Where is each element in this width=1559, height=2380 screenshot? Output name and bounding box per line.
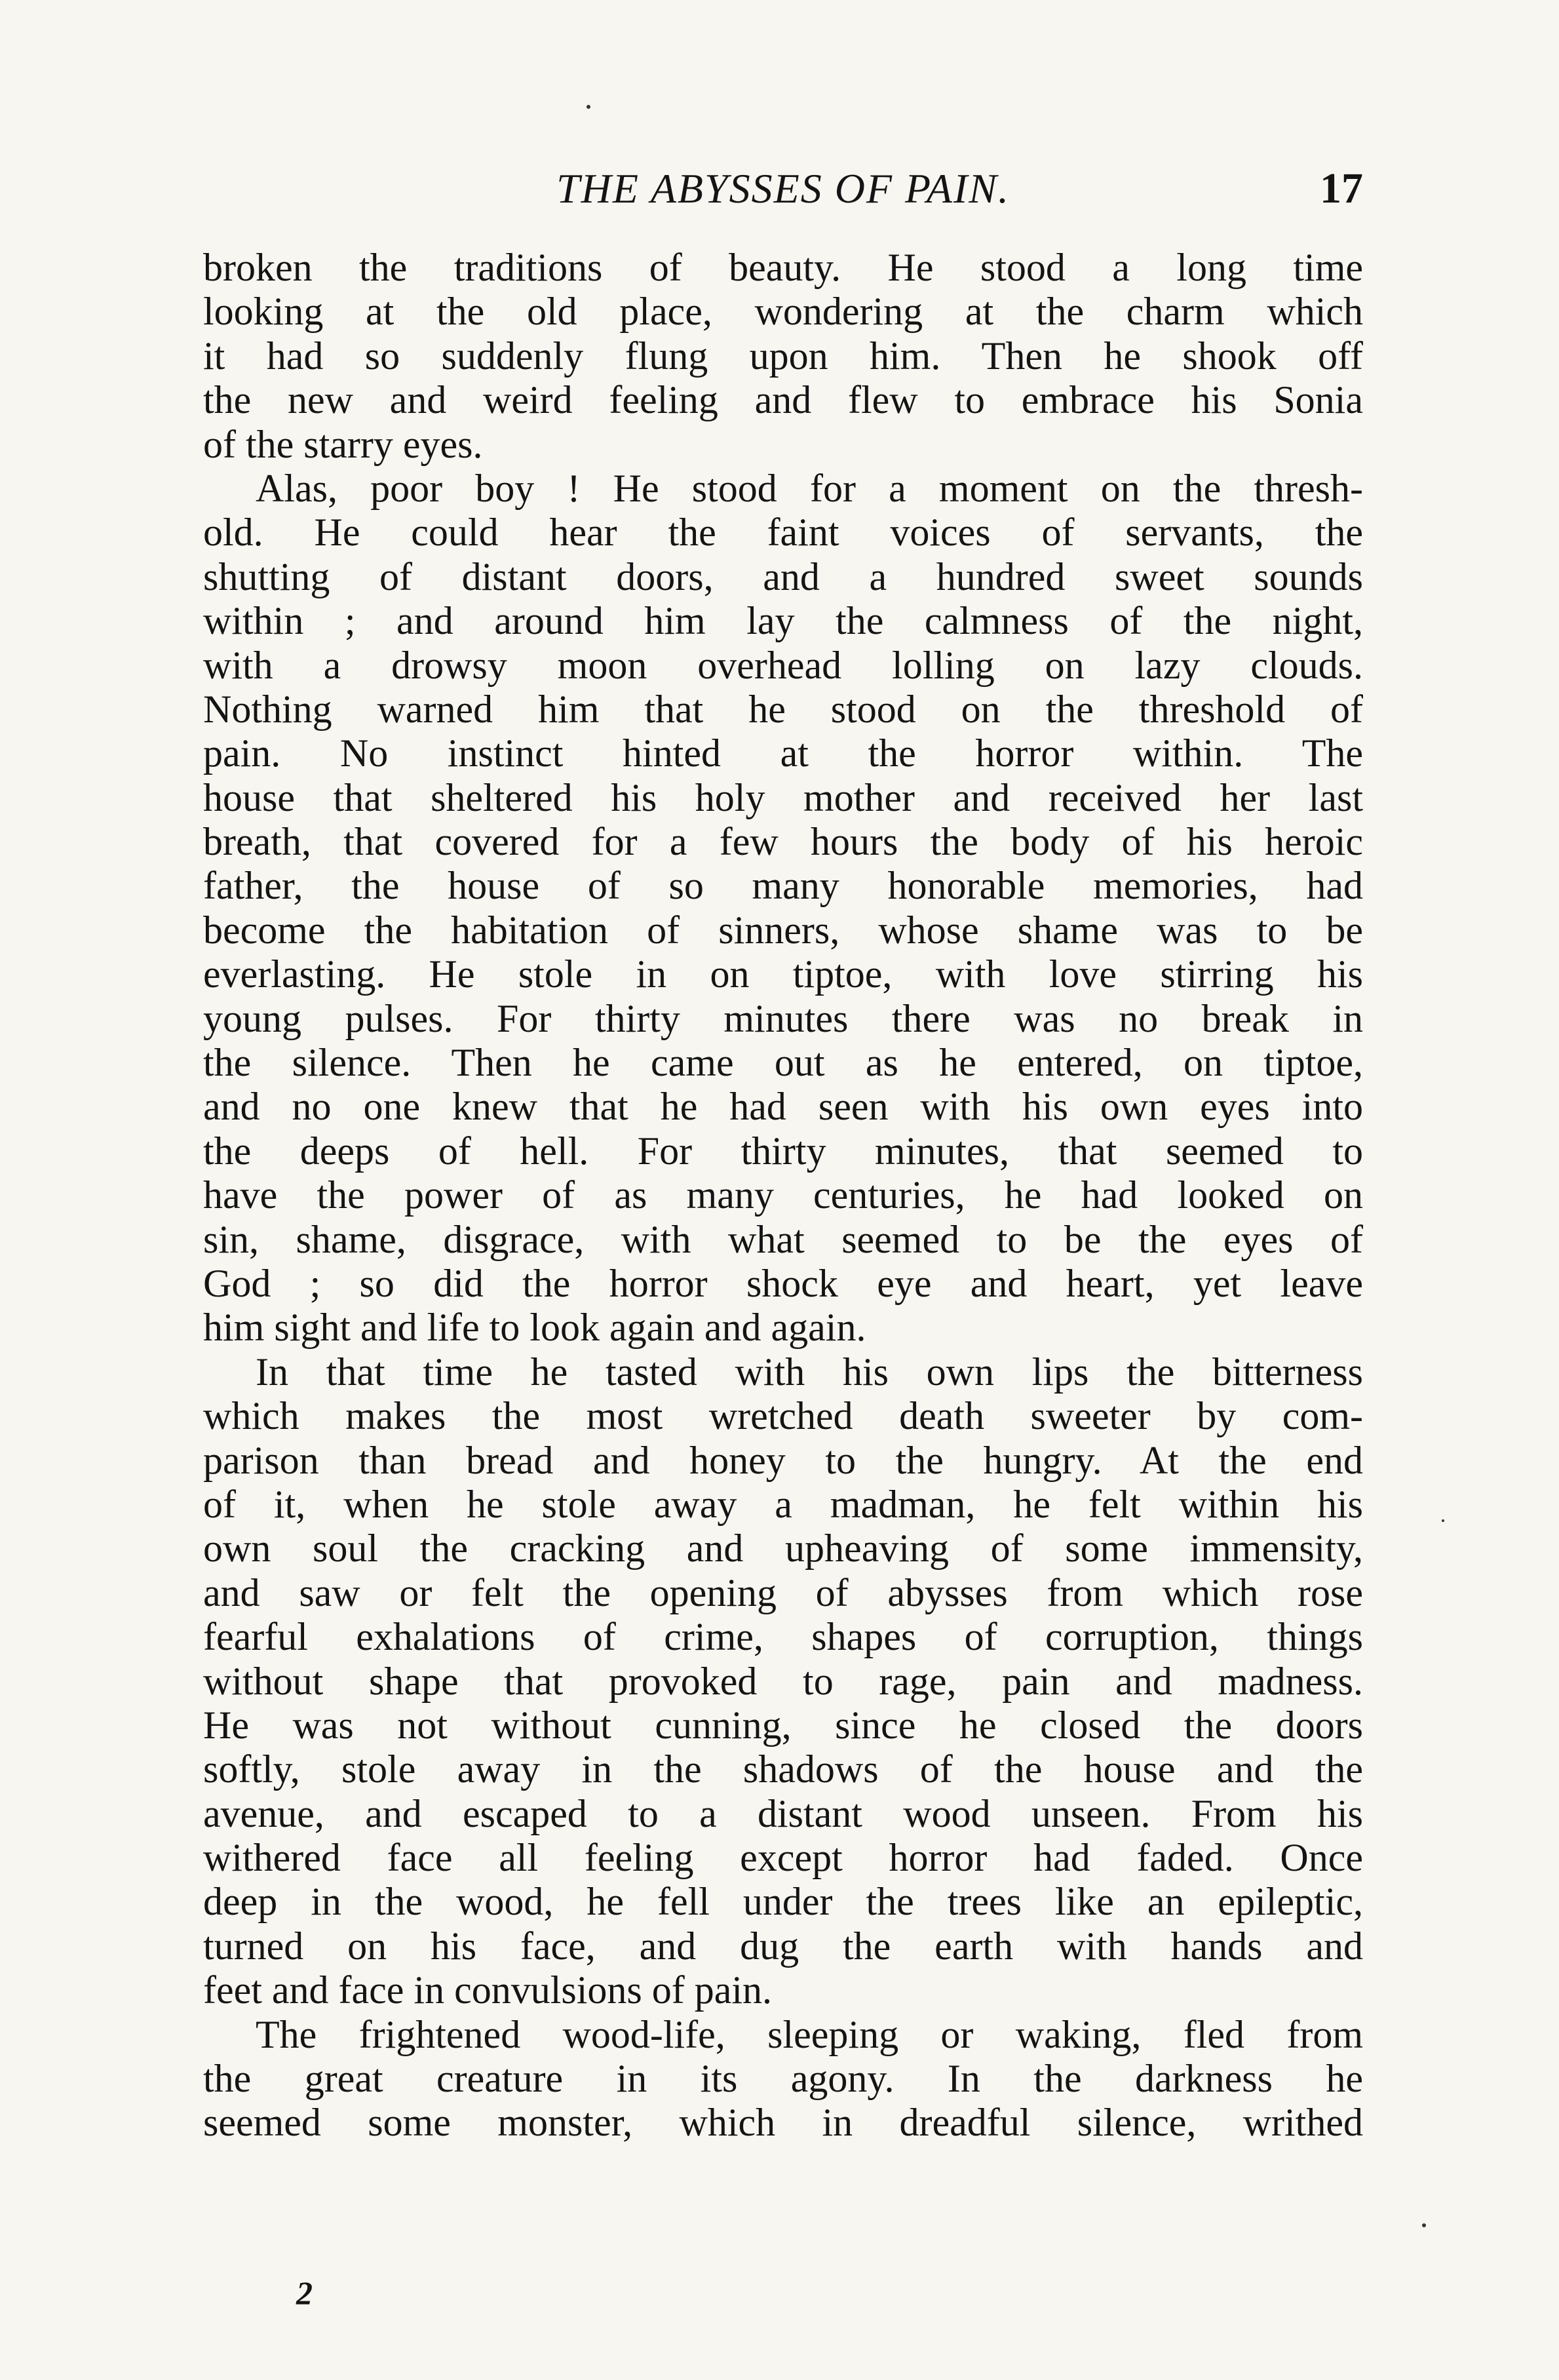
- text-line: fearful exhalations of crime, shapes of corruption, things: [203, 1615, 1363, 1659]
- text-line: softly, stole away in the shadows of the house and the: [203, 1747, 1363, 1791]
- running-title: THE ABYSSES OF PAIN.: [556, 165, 1010, 212]
- text-line: young pulses. For thirty minutes there was no break in: [203, 996, 1363, 1040]
- text-line: avenue, and escaped to a distant wood unseen. From his: [203, 1791, 1363, 1835]
- print-speck: [587, 105, 590, 109]
- page-number: 17: [1320, 165, 1363, 212]
- text-line: and no one knew that he had seen with his own eyes into: [203, 1085, 1363, 1129]
- text-line: breath, that covered for a few hours the body of his heroic: [203, 820, 1363, 864]
- text-line: feet and face in convulsions of pain.: [203, 1968, 773, 2012]
- body-text: [203, 246, 1363, 2145]
- paragraph-3: [203, 1350, 1363, 2013]
- text-line: God ; so did the horror shock eye and heart, yet leave: [203, 1261, 1363, 1305]
- text-line: looking at the old place, wondering at the charm which: [203, 290, 1363, 334]
- text-line: Alas, poor boy ! He stood for a moment on the thresh-: [256, 466, 1363, 510]
- text-line: turned on his face, and dug the earth with hands and: [203, 1924, 1363, 1968]
- text-line: the great creature in its agony. In the darkness he: [203, 2057, 1363, 2101]
- text-line: become the habitation of sinners, whose shame was to be: [203, 908, 1363, 952]
- text-line: which makes the most wretched death sweeter by com-: [203, 1394, 1363, 1438]
- print-speck: [1422, 2223, 1426, 2227]
- text-line: of the starry eyes.: [203, 422, 483, 466]
- text-line: withered face all feeling except horror had faded. Once: [203, 1836, 1363, 1880]
- text-line: with a drowsy moon overhead lolling on lazy clouds.: [203, 643, 1363, 687]
- text-line: deep in the wood, he fell under the trees like an epileptic,: [203, 1880, 1363, 1924]
- text-line: within ; and around him lay the calmness of the night,: [203, 599, 1363, 643]
- text-line: own soul the cracking and upheaving of some immensity,: [203, 1527, 1363, 1570]
- text-line: him sight and life to look again and again.: [203, 1306, 866, 1350]
- text-line: the new and weird feeling and flew to embrace his Sonia: [203, 378, 1363, 422]
- text-line: pain. No instinct hinted at the horror within. The: [203, 732, 1363, 775]
- text-line: the silence. Then he came out as he entered, on tiptoe,: [203, 1041, 1363, 1085]
- text-line: of it, when he stole away a madman, he felt within his: [203, 1482, 1363, 1526]
- paragraph-4: [203, 2013, 1363, 2145]
- text-line: In that time he tasted with his own lips the bitterness: [256, 1350, 1363, 1394]
- text-line: everlasting. He stole in on tiptoe, with love stirring his: [203, 952, 1363, 996]
- text-line: broken the traditions of beauty. He stood a long time: [203, 246, 1363, 289]
- text-line: seemed some monster, which in dreadful silence, writhed: [203, 2101, 1363, 2145]
- text-line: parison than bread and honey to the hungry. At the end: [203, 1438, 1363, 1482]
- page-header: [203, 163, 1363, 222]
- paragraph-1: [203, 246, 1363, 467]
- signature-mark: 2: [296, 2274, 313, 2311]
- text-line: father, the house of so many honorable memories, had: [203, 864, 1363, 908]
- text-line: without shape that provoked to rage, pain and madness.: [203, 1659, 1363, 1703]
- text-line: He was not without cunning, since he closed the doors: [203, 1703, 1363, 1747]
- text-line: the deeps of hell. For thirty minutes, that seemed to: [203, 1129, 1363, 1173]
- text-line: old. He could hear the faint voices of servants, the: [203, 511, 1363, 555]
- text-line: have the power of as many centuries, he had looked on: [203, 1173, 1363, 1217]
- text-line: and saw or felt the opening of abysses from which rose: [203, 1570, 1363, 1614]
- text-line: shutting of distant doors, and a hundred sweet sounds: [203, 555, 1363, 598]
- text-line: The frightened wood-life, sleeping or waking, fled from: [256, 2012, 1363, 2056]
- paragraph-2: [203, 467, 1363, 1350]
- text-line: house that sheltered his holy mother and received her last: [203, 775, 1363, 819]
- text-line: it had so suddenly flung upon him. Then he shook off: [203, 334, 1363, 378]
- text-line: sin, shame, disgrace, with what seemed to be the eyes of: [203, 1217, 1363, 1261]
- text-line: Nothing warned him that he stood on the threshold of: [203, 687, 1363, 731]
- print-speck: [1442, 1519, 1444, 1522]
